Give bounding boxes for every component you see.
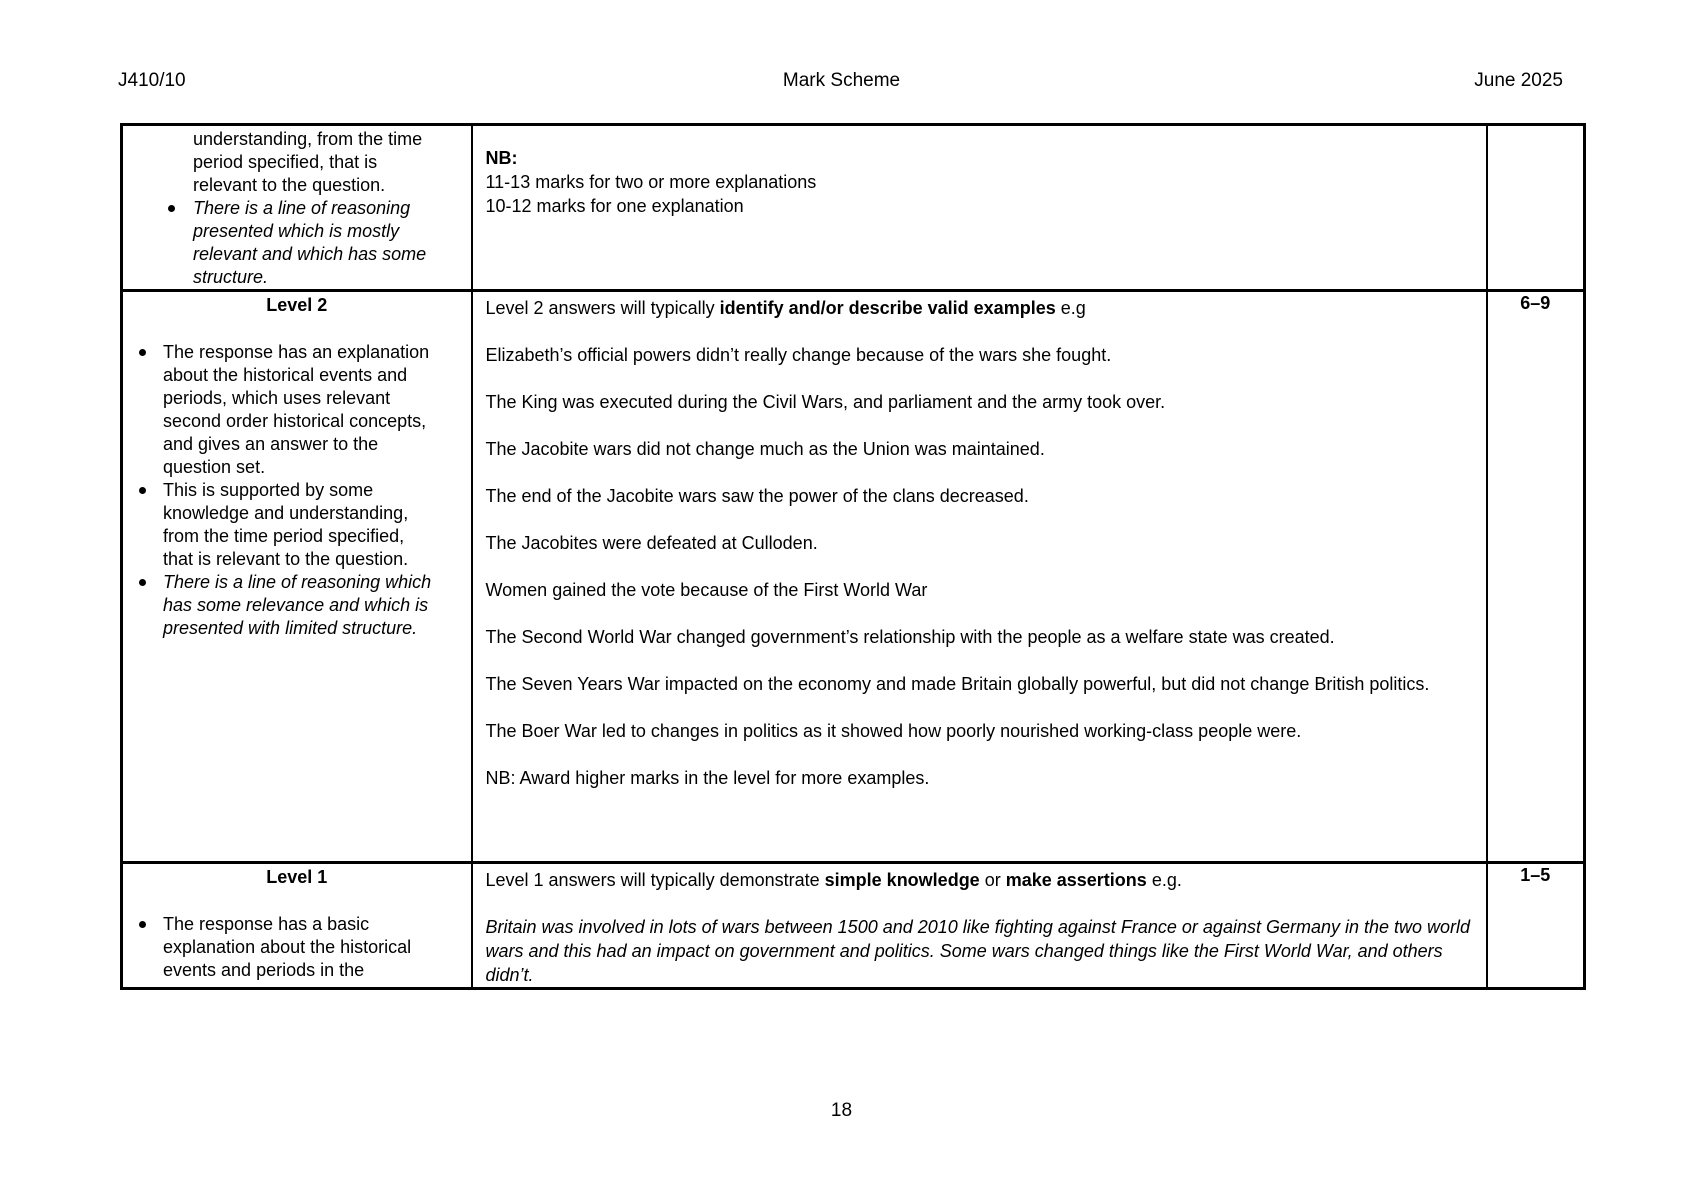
bullet-icon [139,487,146,494]
page-header [0,70,1683,96]
guidance-cell [472,863,1487,989]
nb-line: 10-12 marks for one explanation [485,196,744,216]
bullet-item [123,571,435,640]
bullet-item [123,479,435,571]
bullet-text: There is a line of reasoning which has some relevance and which is presented with limited structure. [163,572,432,638]
example-text: The Jacobite wars did not change much as the Union was maintained. [485,439,1045,459]
level-title: Level 2 [266,295,328,315]
bullet-text: This is supported by some knowledge and understanding, from the time period specified, that is relevant to the question. [163,480,409,569]
marks-cell: 1–5 [1487,863,1585,989]
table-row [122,863,1585,989]
example-text: The Seven Years War impacted on the economy and made Britain globally powerful, but did not change British politics. [485,674,1430,694]
example-text: The end of the Jacobite wars saw the power of the clans decreased. [485,486,1029,506]
example-text: Britain was involved in lots of wars between 1500 and 2010 like fighting against France or against Germany in the two world wars and this had an impact on government and politics. Some wars changed things like the First World War, and others didn’t. [485,917,1471,985]
criteria-cell [122,125,472,291]
nb-heading: NB: [485,148,518,168]
bullet-icon [139,921,146,928]
example-text: The King was executed during the Civil Wars, and parliament and the army took over. [485,392,1166,412]
level-intro: Level 2 answers will typically identify and/or describe valid examples e.g [485,298,1086,318]
example-text: Women gained the vote because of the First World War [485,580,928,600]
bullet-item [123,913,435,982]
nb-note: NB: Award higher marks in the level for more examples. [485,768,930,788]
example-text: The Jacobites were defeated at Culloden. [485,533,818,553]
page-number: 18 [830,1100,853,1121]
table-row [122,125,1585,291]
bullet-text: The response has a basic explanation about the historical events and periods in the [163,914,412,980]
table-row [122,291,1585,863]
example-text: The Boer War led to changes in politics as it showed how poorly nourished working-class people were. [485,721,1302,741]
level-title: Level 1 [266,867,328,887]
doc-code: J410/10 [118,70,186,91]
bullet-icon [139,349,146,356]
criteria-continuation-text: understanding, from the time period specified, that is relevant to the question. [193,129,423,195]
header-title: Mark Scheme [782,70,901,91]
guidance-cell [472,125,1487,291]
guidance-cell [472,291,1487,863]
bullet-icon [168,205,175,212]
bullet-text: The response has an explanation about the historical events and periods, which uses relevant second order historical concepts, and gives an answer to the question set. [163,342,430,477]
bullet-text: There is a line of reasoning presented which is mostly relevant and which has some structure. [193,198,427,287]
criteria-cell [122,291,472,863]
example-text: Elizabeth’s official powers didn’t really change because of the wars she fought. [485,345,1112,365]
bullet-item [123,197,443,289]
marks-cell: 6–9 [1487,291,1585,863]
marks-cell [1487,125,1585,291]
nb-line: 11-13 marks for two or more explanations [485,172,817,192]
mark-scheme-table [120,123,1586,990]
criteria-cell [122,863,472,989]
bullet-item [123,341,435,479]
example-text: The Second World War changed government’s relationship with the people as a welfare state was created. [485,627,1335,647]
level-intro: Level 1 answers will typically demonstrate simple knowledge or make assertions e.g. [485,870,1182,890]
header-date: June 2025 [1474,70,1563,91]
bullet-icon [139,579,146,586]
